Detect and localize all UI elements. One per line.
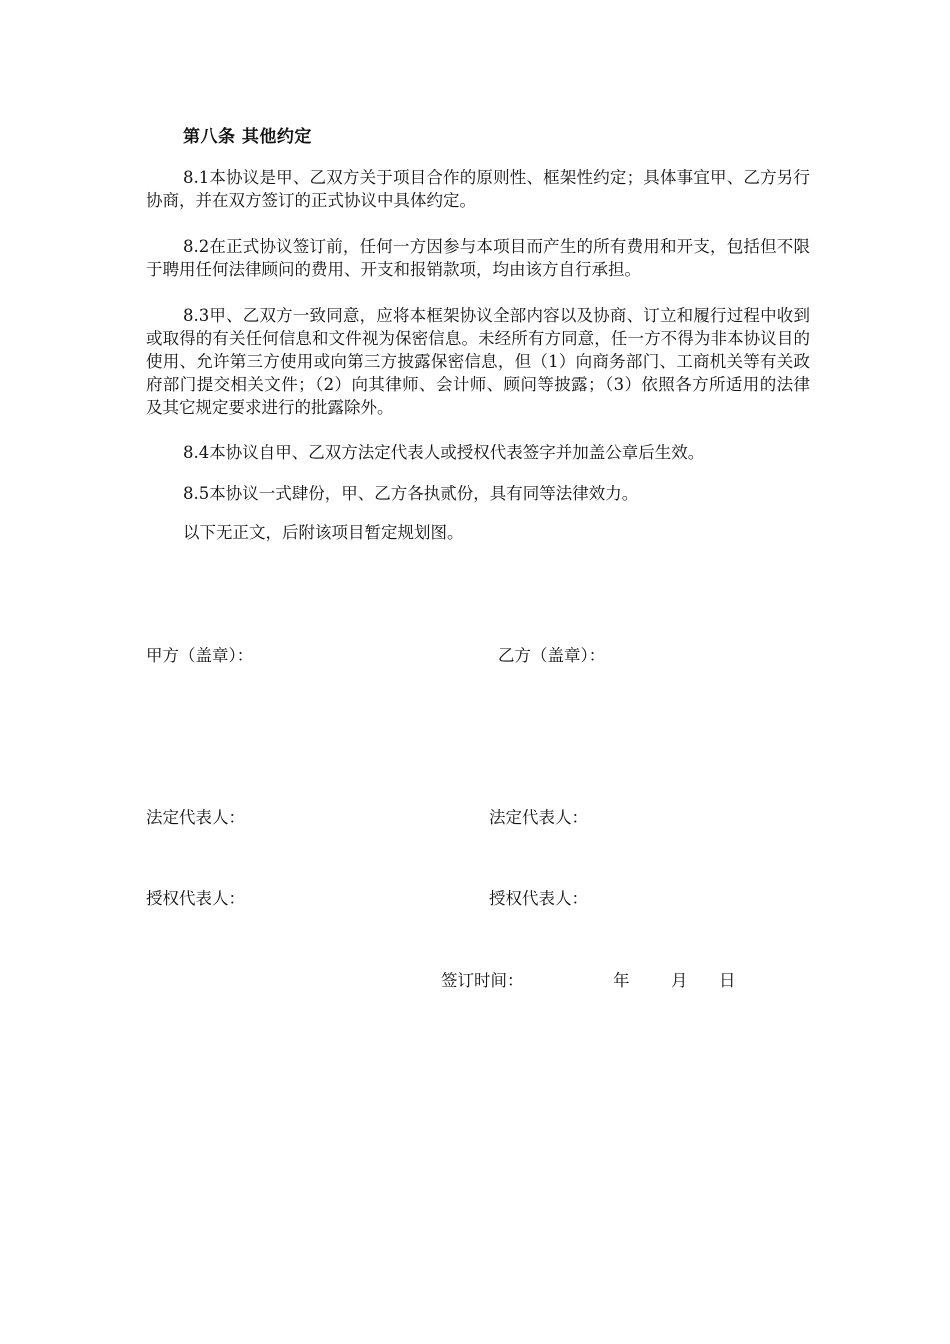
clause-8-2: 8.2在正式协议签订前，任何一方因参与本项目而产生的所有费用和开支，包括但不限于聘用任何法律顾问的费用、开支和报销款项，均由该方自行承担。 bbox=[146, 237, 810, 279]
party-a-legal-rep-label: 法定代表人： bbox=[146, 808, 245, 827]
party-a-seal-label: 甲方（盖章）： bbox=[146, 646, 254, 665]
closing-note: 以下无正文，后附该项目暂定规划图。 bbox=[183, 523, 464, 542]
date-day-label: 日 bbox=[719, 971, 736, 990]
article-heading: 第八条 其他约定 bbox=[183, 127, 312, 147]
clause-8-4: 8.4本协议自甲、乙双方法定代表人或授权代表签字并加盖公章后生效。 bbox=[183, 443, 705, 462]
clause-8-3: 8.3甲、乙双方一致同意，应将本框架协议全部内容以及协商、订立和履行过程中收到或取得的有关任何信息和文件视为保密信息。未经所有方同意，任一方不得为非本协议目的使用、允许第三方使用或向第三方披露保密信息，但（1）向商务部门、工商机关等有关政府部门提交相关文件；（2）向其律师、会计师、顾问等披露；（3）依照各方所适用的法律及其它规定要求进行的批露除外。 bbox=[146, 306, 810, 417]
party-b-authorized-rep-label: 授权代表人： bbox=[489, 889, 588, 908]
party-a-authorized-rep-label: 授权代表人： bbox=[146, 889, 245, 908]
date-month-label: 月 bbox=[671, 971, 688, 990]
party-b-legal-rep-label: 法定代表人： bbox=[489, 808, 588, 827]
party-b-seal-label: 乙方（盖章）： bbox=[498, 646, 606, 665]
clause-8-5: 8.5本协议一式肆份，甲、乙方各执贰份，具有同等法律效力。 bbox=[183, 484, 639, 503]
clause-8-1: 8.1本协议是甲、乙双方关于项目合作的原则性、框架性约定；具体事宜甲、乙方另行协商，并在双方签订的正式协议中具体约定。 bbox=[146, 168, 810, 210]
sign-date-label: 签订时间： bbox=[441, 971, 524, 990]
date-year-label: 年 bbox=[613, 971, 630, 990]
